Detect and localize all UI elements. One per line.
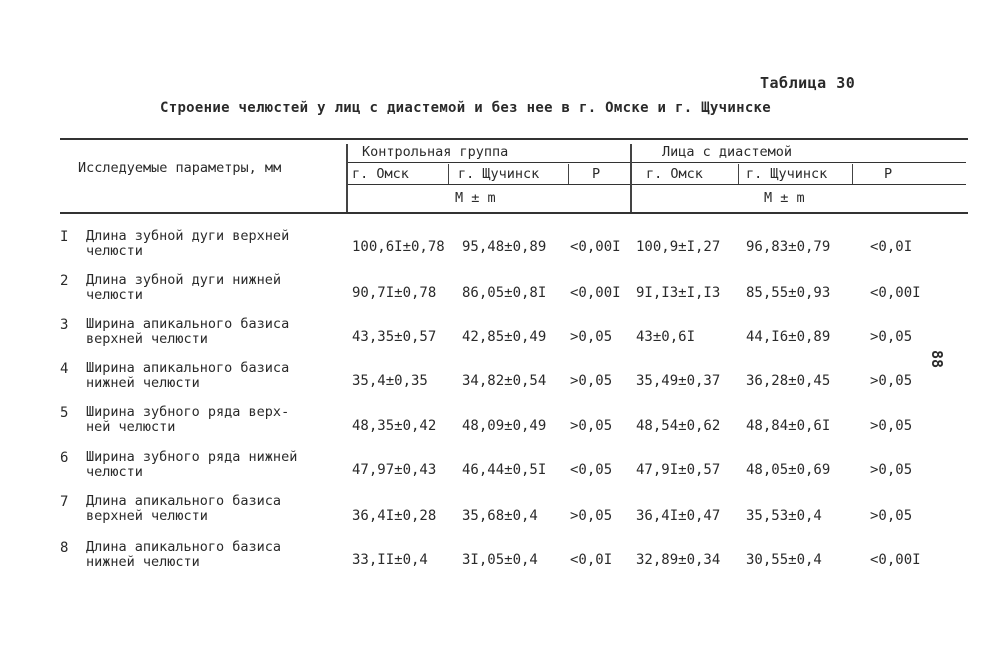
cell-diastema-omsk: 35,49±0,37 [636,373,721,389]
sub-p-1: Р [592,166,601,182]
table-caption: Строение челюстей у лиц с диастемой и без нее в г. Омске и г. Щучинске [160,100,772,116]
row-number: 6 [60,450,69,466]
row-param-line2: верхней челюсти [86,331,208,347]
header-bottom-rule [60,212,968,214]
header-vrule [448,164,449,184]
cell-diastema-shch: 44,I6±0,89 [746,329,831,345]
cell-control-shch: 3I,05±0,4 [462,552,538,568]
page-number: 88 [928,350,946,369]
cell-control-omsk: 33,II±0,4 [352,552,428,568]
cell-diastema-shch: 48,05±0,69 [746,462,831,478]
cell-control-p: >0,05 [570,418,613,434]
cell-control-omsk: 35,4±0,35 [352,373,428,389]
cell-control-shch: 95,48±0,89 [462,239,547,255]
cell-diastema-omsk: 47,9I±0,57 [636,462,721,478]
cell-diastema-omsk: 36,4I±0,47 [636,508,721,524]
sub-shch-1: г. Щучинск [458,166,540,182]
group-underline [348,162,966,163]
cell-control-p: <0,05 [570,462,613,478]
top-rule [60,138,968,140]
cell-diastema-p: >0,05 [870,373,913,389]
cell-diastema-p: >0,05 [870,462,913,478]
cell-control-shch: 34,82±0,54 [462,373,547,389]
row-param-line1: Ширина зубного ряда нижней [86,449,298,465]
cell-control-shch: 86,05±0,8I [462,285,547,301]
row-parameter [86,317,331,347]
cell-diastema-shch: 96,83±0,79 [746,239,831,255]
row-parameter [86,273,331,303]
cell-control-p: <0,00I [570,285,621,301]
header-vrule [568,164,569,184]
cell-diastema-omsk: 43±0,6I [636,329,696,345]
row-number: 4 [60,361,69,377]
param-col-header: Исследуемые параметры, мм [78,160,282,176]
cell-control-p: <0,00I [570,239,621,255]
row-param-line1: Длина зубной дуги верхней [86,228,290,244]
row-param-line2: челюсти [86,243,143,259]
row-param-line1: Длина зубной дуги нижней [86,272,282,288]
row-param-line1: Ширина зубного ряда верх- [86,404,290,420]
sub-omsk-2: г. Омск [646,166,703,182]
row-param-line2: нижней челюсти [86,554,200,570]
row-param-line2: ней челюсти [86,419,176,435]
cell-control-p: <0,0I [570,552,613,568]
sub-underline [348,184,966,185]
cell-diastema-omsk: 100,9±I,27 [636,239,721,255]
cell-control-omsk: 47,97±0,43 [352,462,437,478]
group2-header: Лица с диастемой [662,144,793,160]
sub-p-2: Р [884,166,893,182]
row-parameter [86,229,331,259]
row-parameter [86,405,331,435]
header-vrule [346,144,348,212]
row-parameter [86,494,331,524]
table-number: Таблица 30 [760,74,856,92]
row-parameter [86,361,331,391]
row-number: 5 [60,405,69,421]
cell-control-shch: 46,44±0,5I [462,462,547,478]
row-param-line2: челюсти [86,287,143,303]
row-parameter [86,540,331,570]
cell-diastema-p: >0,05 [870,418,913,434]
row-param-line1: Длина апикального базиса [86,539,282,555]
stat-header-1: М ± m [455,190,496,206]
row-number: 7 [60,494,69,510]
row-number: 8 [60,540,69,556]
row-param-line1: Ширина апикального базиса [86,360,290,376]
cell-control-p: >0,05 [570,508,613,524]
row-param-line2: нижней челюсти [86,375,200,391]
cell-control-p: >0,05 [570,373,613,389]
stat-header-2: М ± m [764,190,805,206]
cell-diastema-shch: 35,53±0,4 [746,508,822,524]
cell-diastema-p: <0,0I [870,239,913,255]
cell-control-omsk: 43,35±0,57 [352,329,437,345]
row-param-line2: челюсти [86,464,143,480]
cell-control-shch: 42,85±0,49 [462,329,547,345]
row-param-line1: Ширина апикального базиса [86,316,290,332]
header-vrule [852,164,853,184]
cell-diastema-p: >0,05 [870,508,913,524]
cell-control-omsk: 100,6I±0,78 [352,239,445,255]
cell-diastema-p: >0,05 [870,329,913,345]
row-number: I [60,229,69,245]
cell-diastema-shch: 85,55±0,93 [746,285,831,301]
cell-diastema-p: <0,00I [870,552,921,568]
row-number: 2 [60,273,69,289]
cell-control-omsk: 36,4I±0,28 [352,508,437,524]
cell-control-shch: 35,68±0,4 [462,508,538,524]
row-number: 3 [60,317,69,333]
cell-diastema-omsk: 9I,I3±I,I3 [636,285,721,301]
cell-control-omsk: 48,35±0,42 [352,418,437,434]
cell-diastema-shch: 30,55±0,4 [746,552,822,568]
cell-diastema-shch: 48,84±0,6I [746,418,831,434]
row-param-line2: верхней челюсти [86,508,208,524]
header-vrule [738,164,739,184]
row-parameter [86,450,331,480]
cell-control-shch: 48,09±0,49 [462,418,547,434]
cell-control-omsk: 90,7I±0,78 [352,285,437,301]
cell-control-p: >0,05 [570,329,613,345]
cell-diastema-omsk: 32,89±0,34 [636,552,721,568]
cell-diastema-omsk: 48,54±0,62 [636,418,721,434]
cell-diastema-shch: 36,28±0,45 [746,373,831,389]
group1-header: Контрольная группа [362,144,509,160]
row-param-line1: Длина апикального базиса [86,493,282,509]
sub-shch-2: г. Щучинск [746,166,828,182]
cell-diastema-p: <0,00I [870,285,921,301]
header-vrule [630,144,632,212]
sub-omsk-1: г. Омск [352,166,409,182]
